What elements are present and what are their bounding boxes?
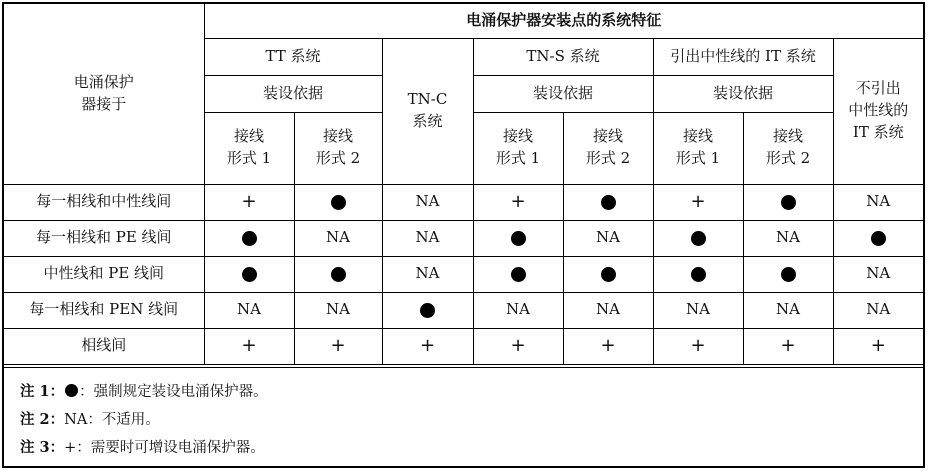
na-symbol: NA	[866, 192, 891, 211]
tt-form-1	[204, 112, 294, 184]
optional-cell	[204, 184, 294, 220]
mandatory-cell	[563, 256, 653, 292]
row-label: 中性线和 PE 线间	[4, 256, 204, 292]
it-no-n-line-1: 不引出	[855, 79, 901, 98]
optional-cell	[473, 328, 563, 364]
tns-form-2	[563, 112, 653, 184]
not-applicable-cell	[743, 292, 833, 328]
mandatory-dot-icon	[331, 195, 346, 210]
optional-cell	[743, 328, 833, 364]
na-symbol: NA	[596, 228, 620, 247]
row-label: 每一相线和 PEN 线间	[4, 292, 204, 328]
it-with-neutral-header: 引出中性线的 IT 系统	[653, 38, 833, 75]
note-label: 注 1：	[20, 383, 65, 400]
not-applicable-cell	[294, 220, 382, 256]
form-label-line: 形式 2	[585, 149, 631, 167]
not-applicable-cell	[294, 292, 382, 328]
tns-form-1	[473, 112, 563, 184]
form-label-line: 形式 1	[675, 149, 721, 167]
tt-basis-label: 装设依据	[204, 75, 382, 112]
na-symbol: NA	[415, 228, 440, 247]
plus-symbol: +	[510, 190, 526, 212]
na-symbol: NA	[596, 300, 620, 319]
note-text: ：强制规定装设电涌保护器。	[79, 384, 268, 400]
it-without-neutral-header	[833, 38, 923, 184]
plus-symbol: +	[600, 334, 616, 356]
optional-cell	[653, 184, 743, 220]
mandatory-cell	[294, 256, 382, 292]
note-symbol: +	[64, 440, 77, 456]
not-applicable-cell	[833, 292, 923, 328]
it-no-n-line-3: IT 系统	[852, 122, 904, 141]
tns-basis-label: 装设依据	[473, 75, 653, 112]
mandatory-cell	[743, 184, 833, 220]
note-text: ：需要时可增设电涌保护器。	[76, 440, 265, 456]
table-row	[4, 184, 923, 220]
mandatory-cell	[204, 220, 294, 256]
note-label: 注 2：	[20, 411, 65, 428]
mandatory-cell	[473, 220, 563, 256]
table-row	[4, 220, 923, 256]
mandatory-dot-icon	[511, 231, 526, 246]
standard-table-sheet	[2, 2, 925, 468]
na-symbol: NA	[776, 300, 800, 319]
form-label-line: 形式 2	[765, 149, 811, 167]
form-label-line: 形式 2	[315, 149, 361, 167]
plus-symbol: +	[241, 334, 257, 356]
form-label-line: 接线	[233, 127, 264, 146]
tns-system-header: TN-S 系统	[473, 38, 653, 75]
note-3	[20, 436, 265, 457]
form-label-line: 形式 1	[495, 149, 541, 167]
mandatory-cell	[294, 184, 382, 220]
not-applicable-cell	[382, 184, 473, 220]
na-symbol: NA	[326, 228, 350, 247]
table-row	[4, 292, 923, 328]
tnc-line-1: TN-C	[407, 90, 448, 109]
form-label-line: 接线	[592, 127, 623, 146]
mandatory-dot-icon	[871, 231, 886, 246]
corner-header-line-1: 电涌保护	[73, 73, 134, 91]
plus-symbol: +	[690, 334, 706, 356]
corner-header-line-2: 器接于	[81, 94, 127, 113]
tnc-system-header	[382, 38, 473, 184]
mandatory-dot-icon	[601, 267, 616, 282]
corner-header	[4, 4, 204, 184]
mandatory-dot-icon	[242, 267, 257, 282]
not-applicable-cell	[743, 220, 833, 256]
na-symbol: NA	[237, 300, 261, 319]
na-symbol: NA	[506, 300, 530, 319]
form-label-line: 形式 1	[226, 149, 272, 167]
na-symbol: NA	[866, 300, 891, 319]
mandatory-cell	[653, 220, 743, 256]
not-applicable-cell	[204, 292, 294, 328]
plus-symbol: +	[241, 190, 257, 212]
plus-symbol: +	[330, 334, 346, 356]
row-label: 每一相线和 PE 线间	[4, 220, 204, 256]
table-row	[4, 328, 923, 364]
it-basis-label: 装设依据	[653, 75, 833, 112]
form-label-line: 接线	[682, 127, 713, 146]
mandatory-dot-icon	[691, 231, 706, 246]
mandatory-dot-icon	[511, 267, 526, 282]
note-2	[20, 408, 160, 429]
table-row	[4, 256, 923, 292]
mandatory-cell	[563, 184, 653, 220]
optional-cell	[294, 328, 382, 364]
plus-symbol: +	[780, 334, 796, 356]
form-label-line: 接线	[772, 127, 803, 146]
note-1	[20, 380, 268, 401]
form-label-line: 接线	[322, 127, 353, 146]
row-label: 每一相线和中性线间	[4, 184, 204, 220]
optional-cell	[382, 328, 473, 364]
plus-symbol: +	[870, 334, 886, 356]
it-form-2	[743, 112, 833, 184]
row-label: 相线间	[4, 328, 204, 364]
it-form-1	[653, 112, 743, 184]
not-applicable-cell	[653, 292, 743, 328]
mandatory-cell	[473, 256, 563, 292]
mandatory-dot-icon	[420, 303, 435, 318]
tnc-line-2: 系统	[412, 112, 443, 130]
note-label: 注 3：	[20, 439, 65, 456]
na-symbol: NA	[866, 264, 891, 283]
table-body	[4, 184, 923, 364]
tt-form-2	[294, 112, 382, 184]
mandatory-dot-icon	[65, 384, 78, 397]
mandatory-cell	[653, 256, 743, 292]
optional-cell	[473, 184, 563, 220]
notes-section	[4, 367, 923, 456]
na-symbol: NA	[415, 264, 440, 283]
optional-cell	[653, 328, 743, 364]
mandatory-cell	[743, 256, 833, 292]
it-no-n-line-2: 中性线的	[848, 101, 909, 120]
optional-cell	[563, 328, 653, 364]
mandatory-dot-icon	[781, 267, 796, 282]
optional-cell	[204, 328, 294, 364]
plus-symbol: +	[510, 334, 526, 356]
na-symbol: NA	[776, 228, 800, 247]
not-applicable-cell	[563, 292, 653, 328]
not-applicable-cell	[382, 256, 473, 292]
mandatory-cell	[382, 292, 473, 328]
tt-system-header: TT 系统	[204, 38, 382, 75]
not-applicable-cell	[833, 184, 923, 220]
form-label-line: 接线	[502, 127, 533, 146]
optional-cell	[833, 328, 923, 364]
not-applicable-cell	[382, 220, 473, 256]
na-symbol: NA	[415, 192, 440, 211]
note-symbol: NA	[64, 412, 88, 428]
plus-symbol: +	[690, 190, 706, 212]
not-applicable-cell	[473, 292, 563, 328]
mandatory-dot-icon	[331, 267, 346, 282]
na-symbol: NA	[686, 300, 710, 319]
not-applicable-cell	[563, 220, 653, 256]
note-text: ：不适用。	[87, 412, 160, 428]
mandatory-dot-icon	[601, 195, 616, 210]
mandatory-dot-icon	[242, 231, 257, 246]
na-symbol: NA	[326, 300, 350, 319]
mandatory-cell	[833, 220, 923, 256]
not-applicable-cell	[833, 256, 923, 292]
mandatory-cell	[204, 256, 294, 292]
mandatory-dot-icon	[781, 195, 796, 210]
system-characteristics-header: 电涌保护器安装点的系统特征	[204, 4, 923, 38]
plus-symbol: +	[419, 334, 436, 356]
spd-installation-table	[4, 4, 923, 365]
mandatory-dot-icon	[691, 267, 706, 282]
